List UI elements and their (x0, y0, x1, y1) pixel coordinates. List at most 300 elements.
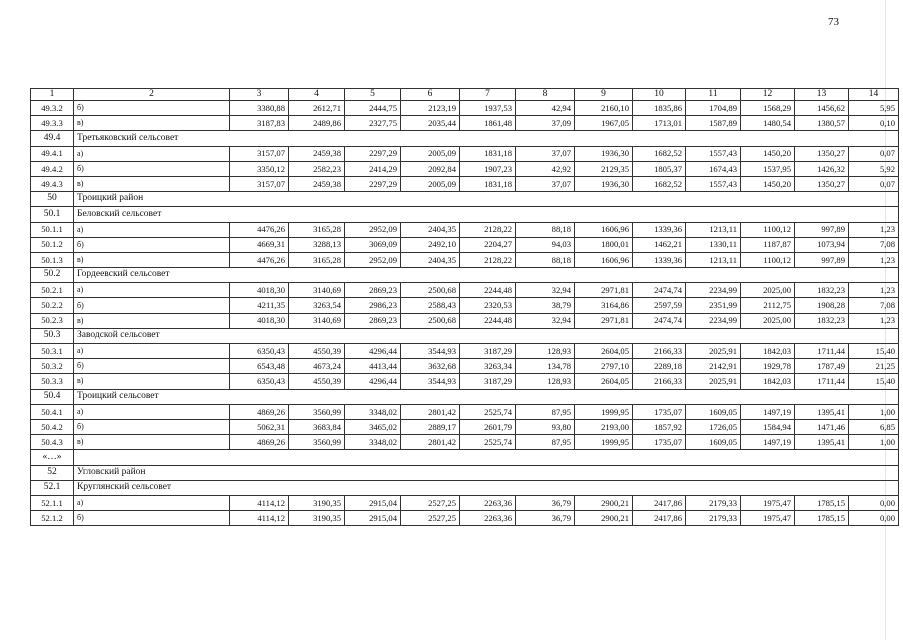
section-row (31, 268, 899, 283)
value-cell: 0,10 (849, 116, 899, 131)
value-cell: 1907,23 (460, 161, 516, 176)
value-cell: 1975,47 (741, 495, 795, 510)
row-code: 50.1.3 (31, 252, 74, 267)
value-cell: 1929,78 (741, 359, 795, 374)
table-row (31, 252, 899, 267)
value-cell: 93,80 (516, 419, 575, 434)
value-cell: 4296,44 (345, 344, 401, 359)
value-cell: 1395,41 (795, 435, 849, 450)
value-cell: 37,09 (516, 116, 575, 131)
row-code: 50.3 (31, 328, 74, 343)
value-cell: 2025,00 (741, 283, 795, 298)
value-cell: 2234,99 (686, 313, 741, 328)
value-cell: 1704,89 (686, 101, 741, 116)
row-code: 50.4 (31, 389, 74, 404)
value-cell: 37,07 (516, 146, 575, 161)
value-cell: 6350,43 (230, 374, 289, 389)
row-code: 50.1.2 (31, 237, 74, 252)
value-cell: 2597,59 (633, 298, 686, 313)
value-cell: 1609,05 (686, 404, 741, 419)
value-cell: 2414,29 (345, 161, 401, 176)
row-label: а) (74, 222, 230, 237)
column-header: 2 (74, 89, 230, 101)
value-cell: 2527,25 (401, 511, 460, 526)
value-cell: 2244,48 (460, 283, 516, 298)
row-code: «…» (31, 450, 74, 465)
value-cell: 1785,15 (795, 495, 849, 510)
section-title: Заводской сельсовет (74, 328, 899, 343)
value-cell: 2263,36 (460, 511, 516, 526)
value-cell: 2092,84 (401, 161, 460, 176)
value-cell: 2971,81 (575, 283, 633, 298)
value-cell: 1,23 (849, 313, 899, 328)
value-cell: 1,00 (849, 404, 899, 419)
value-cell: 1726,05 (686, 419, 741, 434)
value-cell: 1674,43 (686, 161, 741, 176)
value-cell: 4869,26 (230, 404, 289, 419)
value-cell: 5,92 (849, 161, 899, 176)
value-cell: 2289,18 (633, 359, 686, 374)
value-cell: 1606,96 (575, 252, 633, 267)
table-row (31, 374, 899, 389)
value-cell: 4550,39 (289, 374, 345, 389)
value-cell: 3157,07 (230, 176, 289, 191)
value-cell: 1395,41 (795, 404, 849, 419)
value-cell: 2801,42 (401, 404, 460, 419)
value-cell: 1713,01 (633, 116, 686, 131)
value-cell: 1606,96 (575, 222, 633, 237)
value-cell: 3348,02 (345, 404, 401, 419)
value-cell: 2297,29 (345, 176, 401, 191)
row-label: а) (74, 283, 230, 298)
value-cell: 5,95 (849, 101, 899, 116)
value-cell: 1999,95 (575, 435, 633, 450)
value-cell: 88,18 (516, 252, 575, 267)
value-cell: 3187,29 (460, 374, 516, 389)
row-label: в) (74, 252, 230, 267)
value-cell: 3632,68 (401, 359, 460, 374)
table-row (31, 298, 899, 313)
value-cell: 2915,04 (345, 495, 401, 510)
value-cell: 1787,49 (795, 359, 849, 374)
section-row (31, 328, 899, 343)
row-code: 50.3.2 (31, 359, 74, 374)
value-cell: 1557,43 (686, 176, 741, 191)
row-label: а) (74, 146, 230, 161)
value-cell: 0,07 (849, 146, 899, 161)
value-cell: 997,89 (795, 252, 849, 267)
value-cell: 1584,94 (741, 419, 795, 434)
column-header: 13 (795, 89, 849, 101)
value-cell: 1100,12 (741, 252, 795, 267)
value-cell: 2601,79 (460, 419, 516, 434)
value-cell: 2025,91 (686, 374, 741, 389)
row-label: в) (74, 435, 230, 450)
column-header: 1 (31, 89, 74, 101)
value-cell: 1568,29 (741, 101, 795, 116)
row-label: в) (74, 374, 230, 389)
value-cell: 94,03 (516, 237, 575, 252)
value-cell: 1831,18 (460, 176, 516, 191)
section-title: Третьяковский сельсовет (74, 131, 899, 146)
value-cell: 3560,99 (289, 404, 345, 419)
value-cell: 38,79 (516, 298, 575, 313)
table-row (31, 161, 899, 176)
value-cell: 2492,10 (401, 237, 460, 252)
row-label: в) (74, 176, 230, 191)
table-body (31, 89, 899, 526)
column-header: 6 (401, 89, 460, 101)
row-label: б) (74, 511, 230, 526)
value-cell: 3165,28 (289, 252, 345, 267)
value-cell: 2179,33 (686, 511, 741, 526)
value-cell: 1426,32 (795, 161, 849, 176)
value-cell: 2612,71 (289, 101, 345, 116)
value-cell: 1,00 (849, 435, 899, 450)
value-cell: 2035,44 (401, 116, 460, 131)
value-cell: 2320,53 (460, 298, 516, 313)
value-cell: 7,08 (849, 298, 899, 313)
value-cell: 4869,26 (230, 435, 289, 450)
row-code: 50.2 (31, 268, 74, 283)
value-cell: 1587,89 (686, 116, 741, 131)
value-cell: 1835,86 (633, 101, 686, 116)
section-row (31, 192, 899, 207)
value-cell: 4018,30 (230, 283, 289, 298)
value-cell: 1213,11 (686, 252, 741, 267)
value-cell: 1,23 (849, 252, 899, 267)
value-cell: 3187,29 (460, 344, 516, 359)
value-cell: 1861,48 (460, 116, 516, 131)
section-title (74, 450, 899, 465)
value-cell: 2193,00 (575, 419, 633, 434)
row-code: 52.1.1 (31, 495, 74, 510)
value-cell: 3190,35 (289, 511, 345, 526)
table-row (31, 359, 899, 374)
value-cell: 1609,05 (686, 435, 741, 450)
value-cell: 2263,36 (460, 495, 516, 510)
table-row (31, 511, 899, 526)
value-cell: 6,85 (849, 419, 899, 434)
section-row (31, 207, 899, 222)
value-cell: 3157,07 (230, 146, 289, 161)
value-cell: 128,93 (516, 374, 575, 389)
value-cell: 3165,28 (289, 222, 345, 237)
value-cell: 88,18 (516, 222, 575, 237)
value-cell: 2444,75 (345, 101, 401, 116)
value-cell: 2128,22 (460, 252, 516, 267)
value-cell: 4669,31 (230, 237, 289, 252)
row-code: 50.4.3 (31, 435, 74, 450)
value-cell: 1735,07 (633, 435, 686, 450)
table-row (31, 495, 899, 510)
value-cell: 3263,34 (460, 359, 516, 374)
value-cell: 1450,20 (741, 176, 795, 191)
value-cell: 1100,12 (741, 222, 795, 237)
section-row (31, 131, 899, 146)
value-cell: 2797,10 (575, 359, 633, 374)
row-code: 52.1.2 (31, 511, 74, 526)
value-cell: 1805,37 (633, 161, 686, 176)
section-title: Троицкий район (74, 192, 899, 207)
value-cell: 3465,02 (345, 419, 401, 434)
row-code: 49.3.3 (31, 116, 74, 131)
row-code: 50.3.3 (31, 374, 74, 389)
value-cell: 1497,19 (741, 404, 795, 419)
value-cell: 1380,57 (795, 116, 849, 131)
value-cell: 2005,09 (401, 176, 460, 191)
value-cell: 3140,69 (289, 313, 345, 328)
section-title: Круглянский сельсовет (74, 480, 899, 495)
value-cell: 2204,27 (460, 237, 516, 252)
value-cell: 4673,24 (289, 359, 345, 374)
row-code: 50.2.1 (31, 283, 74, 298)
value-cell: 1800,01 (575, 237, 633, 252)
value-cell: 3190,35 (289, 495, 345, 510)
row-code: 50.3.1 (31, 344, 74, 359)
value-cell: 2244,48 (460, 313, 516, 328)
value-cell: 7,08 (849, 237, 899, 252)
value-cell: 0,00 (849, 511, 899, 526)
value-cell: 2474,74 (633, 283, 686, 298)
value-cell: 2404,35 (401, 222, 460, 237)
value-cell: 1,23 (849, 283, 899, 298)
value-cell: 3140,69 (289, 283, 345, 298)
value-cell: 0,07 (849, 176, 899, 191)
value-cell: 1339,36 (633, 222, 686, 237)
row-label: б) (74, 101, 230, 116)
value-cell: 2604,05 (575, 344, 633, 359)
row-code: 52 (31, 465, 74, 480)
section-row (31, 389, 899, 404)
value-cell: 2179,33 (686, 495, 741, 510)
row-code: 49.4.1 (31, 146, 74, 161)
value-cell: 2459,38 (289, 146, 345, 161)
value-cell: 1450,20 (741, 146, 795, 161)
value-cell: 42,92 (516, 161, 575, 176)
column-header: 11 (686, 89, 741, 101)
value-cell: 5062,31 (230, 419, 289, 434)
table-row (31, 101, 899, 116)
value-cell: 2142,91 (686, 359, 741, 374)
value-cell: 2166,33 (633, 374, 686, 389)
row-code: 52.1 (31, 480, 74, 495)
value-cell: 2801,42 (401, 435, 460, 450)
value-cell: 3263,54 (289, 298, 345, 313)
value-cell: 36,79 (516, 511, 575, 526)
value-cell: 4018,30 (230, 313, 289, 328)
value-cell: 2971,81 (575, 313, 633, 328)
row-label: а) (74, 344, 230, 359)
value-cell: 3348,02 (345, 435, 401, 450)
value-cell: 3187,83 (230, 116, 289, 131)
value-cell: 15,40 (849, 344, 899, 359)
section-row (31, 450, 899, 465)
value-cell: 1967,05 (575, 116, 633, 131)
row-label: б) (74, 298, 230, 313)
section-title: Угловский район (74, 465, 899, 480)
table-row (31, 237, 899, 252)
column-header: 14 (849, 89, 899, 101)
value-cell: 1497,19 (741, 435, 795, 450)
value-cell: 4413,44 (345, 359, 401, 374)
row-label: б) (74, 419, 230, 434)
row-label: а) (74, 404, 230, 419)
section-title: Беловский сельсовет (74, 207, 899, 222)
value-cell: 2869,23 (345, 313, 401, 328)
value-cell: 1480,54 (741, 116, 795, 131)
value-cell: 1213,11 (686, 222, 741, 237)
value-cell: 1857,92 (633, 419, 686, 434)
value-cell: 2234,99 (686, 283, 741, 298)
value-cell: 2986,23 (345, 298, 401, 313)
row-code: 50.1 (31, 207, 74, 222)
value-cell: 2129,35 (575, 161, 633, 176)
value-cell: 997,89 (795, 222, 849, 237)
value-cell: 32,94 (516, 313, 575, 328)
value-cell: 2869,23 (345, 283, 401, 298)
value-cell: 1785,15 (795, 511, 849, 526)
row-code: 50.4.1 (31, 404, 74, 419)
row-code: 50.2.2 (31, 298, 74, 313)
value-cell: 1908,28 (795, 298, 849, 313)
value-cell: 4550,39 (289, 344, 345, 359)
value-cell: 3380,88 (230, 101, 289, 116)
value-cell: 1711,44 (795, 374, 849, 389)
value-cell: 2404,35 (401, 252, 460, 267)
value-cell: 1682,52 (633, 176, 686, 191)
value-cell: 2952,09 (345, 222, 401, 237)
value-cell: 3544,93 (401, 374, 460, 389)
value-cell: 134,78 (516, 359, 575, 374)
value-cell: 42,94 (516, 101, 575, 116)
value-cell: 1,23 (849, 222, 899, 237)
table-row (31, 435, 899, 450)
value-cell: 2525,74 (460, 435, 516, 450)
column-header: 12 (741, 89, 795, 101)
row-code: 50.1.1 (31, 222, 74, 237)
section-title: Гордеевский сельсовет (74, 268, 899, 283)
value-cell: 87,95 (516, 435, 575, 450)
table-row (31, 222, 899, 237)
column-header: 4 (289, 89, 345, 101)
value-cell: 2500,68 (401, 283, 460, 298)
value-cell: 2489,86 (289, 116, 345, 131)
value-cell: 32,94 (516, 283, 575, 298)
value-cell: 2900,21 (575, 495, 633, 510)
section-row (31, 465, 899, 480)
row-label: б) (74, 359, 230, 374)
value-cell: 1339,36 (633, 252, 686, 267)
value-cell: 3683,84 (289, 419, 345, 434)
value-cell: 2588,43 (401, 298, 460, 313)
value-cell: 15,40 (849, 374, 899, 389)
value-cell: 1936,30 (575, 176, 633, 191)
value-cell: 1682,52 (633, 146, 686, 161)
value-cell: 87,95 (516, 404, 575, 419)
value-cell: 4296,44 (345, 374, 401, 389)
row-code: 49.3.2 (31, 101, 74, 116)
row-code: 49.4 (31, 131, 74, 146)
value-cell: 1937,53 (460, 101, 516, 116)
value-cell: 1187,87 (741, 237, 795, 252)
value-cell: 2474,74 (633, 313, 686, 328)
value-cell: 1456,62 (795, 101, 849, 116)
value-cell: 36,79 (516, 495, 575, 510)
column-header: 5 (345, 89, 401, 101)
column-header: 3 (230, 89, 289, 101)
value-cell: 1557,43 (686, 146, 741, 161)
row-label: а) (74, 495, 230, 510)
value-cell: 2459,38 (289, 176, 345, 191)
value-cell: 1711,44 (795, 344, 849, 359)
value-cell: 1842,03 (741, 374, 795, 389)
value-cell: 3164,86 (575, 298, 633, 313)
value-cell: 2025,91 (686, 344, 741, 359)
table-row (31, 313, 899, 328)
value-cell: 2604,05 (575, 374, 633, 389)
value-cell: 1350,27 (795, 176, 849, 191)
value-cell: 4211,35 (230, 298, 289, 313)
value-cell: 2297,29 (345, 146, 401, 161)
value-cell: 3544,93 (401, 344, 460, 359)
value-cell: 2525,74 (460, 404, 516, 419)
value-cell: 2952,09 (345, 252, 401, 267)
value-cell: 1999,95 (575, 404, 633, 419)
value-cell: 1735,07 (633, 404, 686, 419)
value-cell: 37,07 (516, 176, 575, 191)
row-code: 50.2.3 (31, 313, 74, 328)
row-code: 50 (31, 192, 74, 207)
value-cell: 2160,10 (575, 101, 633, 116)
value-cell: 2166,33 (633, 344, 686, 359)
column-header: 9 (575, 89, 633, 101)
value-cell: 6543,48 (230, 359, 289, 374)
table-row (31, 344, 899, 359)
value-cell: 6350,43 (230, 344, 289, 359)
value-cell: 1832,23 (795, 313, 849, 328)
value-cell: 1842,03 (741, 344, 795, 359)
value-cell: 1537,95 (741, 161, 795, 176)
column-header: 7 (460, 89, 516, 101)
value-cell: 2500,68 (401, 313, 460, 328)
row-label: в) (74, 313, 230, 328)
header-row (31, 89, 899, 101)
section-row (31, 480, 899, 495)
value-cell: 2025,00 (741, 313, 795, 328)
value-cell: 4476,26 (230, 222, 289, 237)
value-cell: 3288,13 (289, 237, 345, 252)
value-cell: 2417,86 (633, 495, 686, 510)
value-cell: 1330,11 (686, 237, 741, 252)
column-header: 8 (516, 89, 575, 101)
value-cell: 2527,25 (401, 495, 460, 510)
value-cell: 2582,23 (289, 161, 345, 176)
table-row (31, 146, 899, 161)
row-label: б) (74, 161, 230, 176)
value-cell: 2417,86 (633, 511, 686, 526)
value-cell: 2351,99 (686, 298, 741, 313)
row-label: в) (74, 116, 230, 131)
value-cell: 4114,12 (230, 511, 289, 526)
value-cell: 1832,23 (795, 283, 849, 298)
value-cell: 2112,75 (741, 298, 795, 313)
row-code: 50.4.2 (31, 419, 74, 434)
value-cell: 3350,12 (230, 161, 289, 176)
value-cell: 1073,94 (795, 237, 849, 252)
table-row (31, 419, 899, 434)
value-cell: 1462,21 (633, 237, 686, 252)
